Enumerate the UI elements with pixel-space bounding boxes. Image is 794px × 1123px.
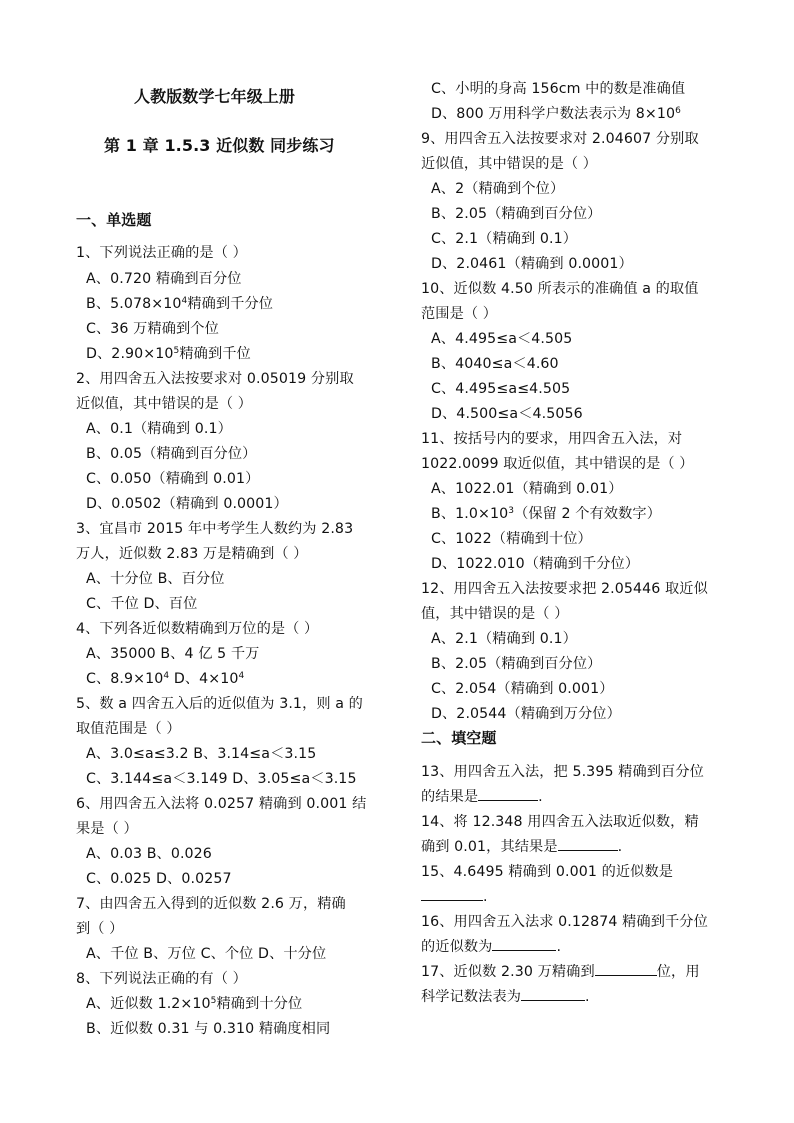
q10-stem-line2: 范围是（ ） [421,306,498,322]
q3-options-row1: A、十分位 B、百分位 [86,571,225,587]
q5-stem-line1: 5、数 a 四舍五入后的近似值为 3.1，则 a 的 [76,696,363,712]
q15-line1: 15、4.6495 精确到 0.001 的近似数是 [421,864,674,880]
q9-stem-line1: 9、用四舍五入法按要求对 2.04607 分别取 [421,131,699,147]
q17-line1: 17、近似数 2.30 万精确到 位，用 [421,964,700,980]
q3-options-row2: C、千位 D、百位 [86,596,198,612]
q10-option-d: D、4.500≤a＜4.5056 [431,406,583,422]
q1-option-d: D、$2.90\times 10^5$精确到千位 [86,346,251,362]
q2-option-a: A、0.1（精确到 0.1） [86,421,232,437]
q7-stem-line2: 到（ ） [76,921,124,937]
q12-option-b: B、2.05（精确到百分位） [431,656,602,672]
q11-stem-line2: 1022.0099 取近似值，其中错误的是（ ） [421,456,694,472]
q14-line1: 14、将 12.348 用四舍五入法取近似数，精 [421,814,699,830]
q10-option-c: C、4.495≤a≤4.505 [431,381,571,397]
section-heading-single-choice: 一、单选题 [76,211,152,229]
q9-option-d: D、2.0461（精确到 0.0001） [431,256,633,272]
q8-option-c: C、小明的身高 156cm 中的数是准确值 [431,81,686,97]
q2-stem-line2: 近似值，其中错误的是（ ） [76,396,253,412]
q1-option-a: A、0.720 精确到百分位 [86,271,242,287]
q11-option-d: D、1022.010（精确到千分位） [431,556,640,572]
q4-options-row2: C、$8.9\times 10^4$ D、$4\times 10^4$ [86,671,245,687]
q16-line1: 16、用四舍五入法求 0.12874 精确到千分位 [421,914,708,930]
q5-stem-line2: 取值范围是（ ） [76,721,181,737]
q14-blank[interactable] [558,838,618,851]
q12-option-c: C、2.054（精确到 0.001） [431,681,614,697]
q11-option-c: C、1022（精确到十位） [431,531,592,547]
q5-options-row2: C、3.144≤a＜3.149 D、3.05≤a＜3.15 [86,771,357,787]
q6-options-row2: C、0.025 D、0.0257 [86,871,232,887]
q7-stem-line1: 7、由四舍五入得到的近似数 2.6 万，精确 [76,896,346,912]
q10-option-a: A、4.495≤a＜4.505 [431,331,573,347]
q5-options-row1: A、3.0≤a≤3.2 B、3.14≤a＜3.15 [86,746,317,762]
q17-blank-1[interactable] [595,963,657,976]
section-heading-fill-blank: 二、填空题 [421,729,497,747]
q12-stem-line2: 值，其中错误的是（ ） [421,606,569,622]
q2-stem-line1: 2、用四舍五入法按要求对 0.05019 分别取 [76,371,354,387]
q11-option-b: B、$1.0\times 10^3$（保留 2 个有效数字） [431,506,661,522]
q9-option-b: B、2.05（精确到百分位） [431,206,602,222]
q12-option-d: D、2.0544（精确到万分位） [431,706,621,722]
q17-blank-2[interactable] [521,988,585,1001]
q8-stem: 8、下列说法正确的有（ ） [76,971,247,987]
q16-blank[interactable] [492,938,556,951]
q1-option-b: B、$5.078\times 10^4$精确到千分位 [86,296,274,312]
page-title: 人教版数学七年级上册 [134,87,296,106]
q6-stem-line1: 6、用四舍五入法将 0.0257 精确到 0.001 结 [76,796,367,812]
q8-option-a: A、近似数 $1.2\times 10^5$精确到十分位 [86,996,303,1012]
q10-option-b: B、4040≤a＜4.60 [431,356,559,372]
q12-stem-line1: 12、用四舍五入法按要求把 2.05446 取近似 [421,581,708,597]
chapter-title: 第 1 章 1.5.3 近似数 同步练习 [104,136,335,155]
q15-blank[interactable] [421,888,483,901]
q2-option-d: D、0.0502（精确到 0.0001） [86,496,288,512]
q11-stem-line1: 11、按括号内的要求，用四舍五入法，对 [421,431,683,447]
q2-option-c: C、0.050（精确到 0.01） [86,471,260,487]
q1-option-c: C、36 万精确到个位 [86,321,219,337]
q3-stem-line2: 万人，近似数 2.83 万是精确到（ ） [76,546,308,562]
q17-line2: 科学记数法表为 . [421,989,590,1005]
q12-option-a: A、2.1（精确到 0.1） [431,631,577,647]
q9-option-a: A、2（精确到个位） [431,181,565,197]
q6-options-row1: A、0.03 B、0.026 [86,846,212,862]
q2-option-b: B、0.05（精确到百分位） [86,446,257,462]
q8-option-b: B、近似数 0.31 与 0.310 精确度相同 [86,1021,331,1037]
q11-option-a: A、1022.01（精确到 0.01） [431,481,623,497]
q13-line2: 的结果是 . [421,789,543,805]
q13-blank[interactable] [478,788,538,801]
q15-line2: . [421,888,488,906]
q13-line1: 13、用四舍五入法，把 5.395 精确到百分位 [421,764,704,780]
q9-stem-line2: 近似值，其中错误的是（ ） [421,156,598,172]
q7-options-row1: A、千位 B、万位 C、个位 D、十分位 [86,946,327,962]
q6-stem-line2: 果是（ ） [76,821,138,837]
q4-stem: 4、下列各近似数精确到万位的是（ ） [76,621,319,637]
q10-stem-line1: 10、近似数 4.50 所表示的准确值 a 的取值 [421,281,699,297]
q1-stem: 1、下列说法正确的是（ ） [76,245,247,261]
q16-line2: 的近似数为 . [421,939,562,955]
q14-line2: 确到 0.01，其结果是 . [421,839,623,855]
q8-option-d: D、800 万用科学户数法表示为 $8\times 10^6$ [431,106,681,122]
q9-option-c: C、2.1（精确到 0.1） [431,231,578,247]
q3-stem-line1: 3、宜昌市 2015 年中考学生人数约为 2.83 [76,521,354,537]
q4-options-row1: A、35000 B、4 亿 5 千万 [86,646,260,662]
